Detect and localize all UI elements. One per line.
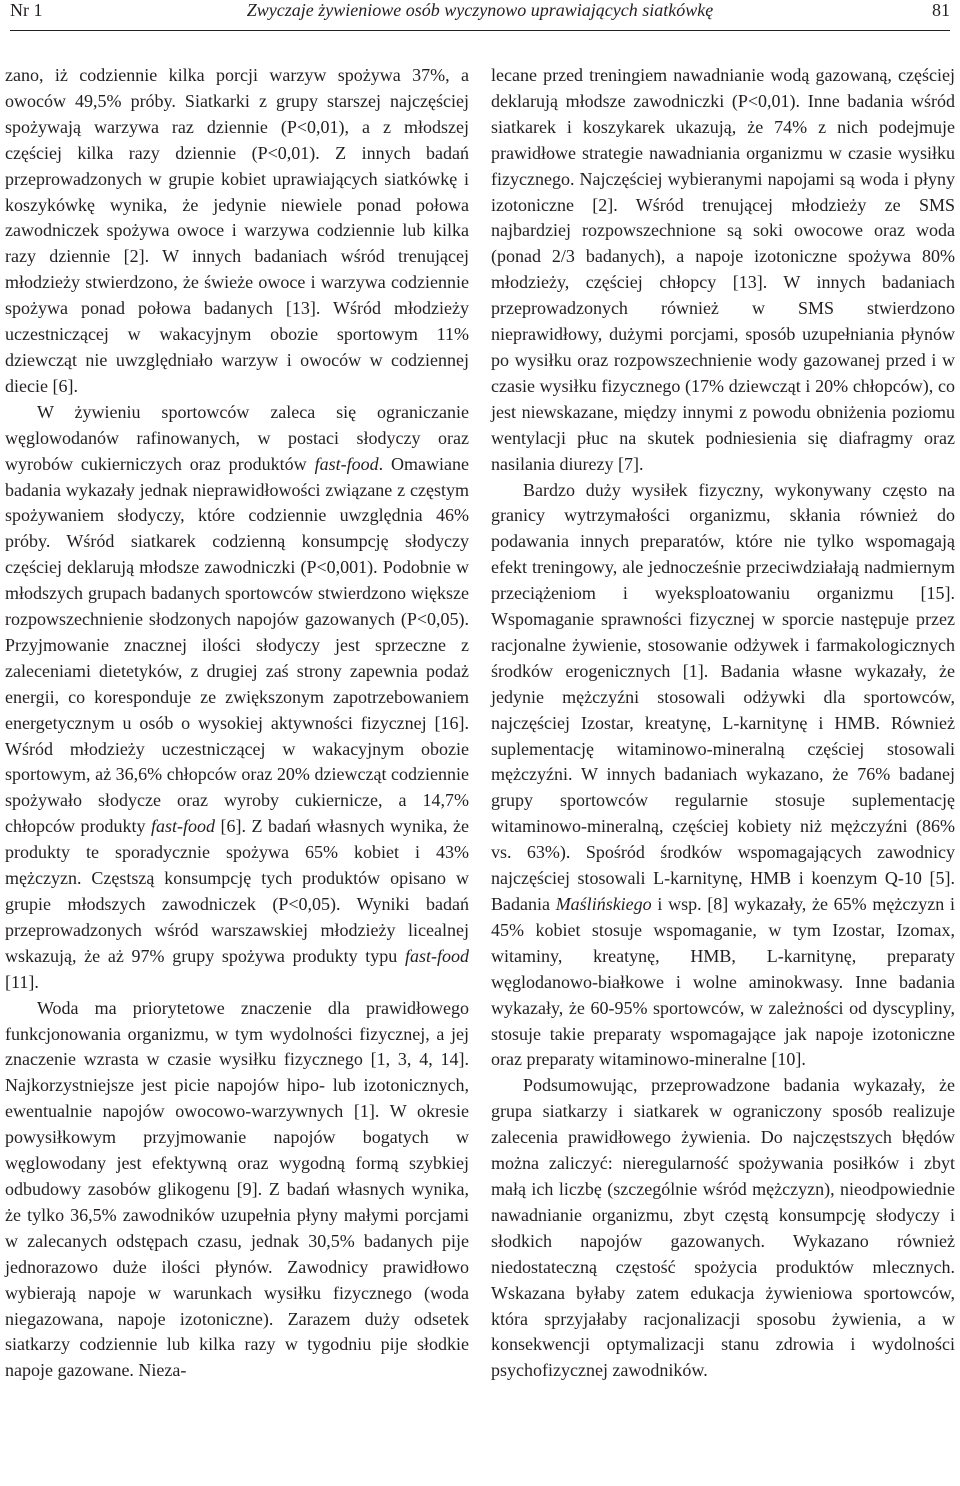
paragraph-text: W żywieniu sportowców zaleca się ograniczanie węglowodanów rafinowanych, w postaci słodyczy oraz wyrobów cukierniczych oraz produktów bbox=[5, 401, 469, 474]
paragraph-hydration: lecane przed treningiem nawadnianie wodą gazowaną, częściej deklarują młodsze zawodniczki (P<0,01). Inne badania wśród siatkarek i koszykarek ukazują, że 74% z nich podejmuje prawidłowe strategie nawadniania organizmu w czasie wysiłku fizycznego. Najczęściej wybieranymi napojami są woda i płyny izotoniczne [2]. Wśród trenującej młodzieży ze SMS najbardziej rozpowszechnione są soki owocowe oraz woda (ponad 2/3 badanych), a napoje izotoniczne spożywa 80% młodzieży, częściej chłopcy [13]. W innych badaniach przeprowadzonych również w SMS stwierdzono nieprawidłowy, dużymi porcjami, sposób uzupełniania płynów po wysiłku oraz rozpowszechnienie wody gazowanej przed i w czasie wysiłku fizycznego (17% dziewcząt i 20% chłopców), co jest niewskazane, między innymi z powodu obniżenia poziomu wentylacji płuc na skutek podniesienia się diafragmy oraz nasilania diurezy [7]. bbox=[491, 65, 955, 474]
paragraph-water: Woda ma priorytetowe znaczenie dla prawidłowego funkcjonowania organizmu, w tym wydolności fizycznej, a jej znaczenie wzrasta w czasie wysiłku fizycznego [1, 3, 4, 14]. Najkorzystniejsze jest picie napojów hipo- lub izotonicznych, ewentualnie napojów owocowo-warzywnych [1]. W okresie powysiłkowym przyjmowanie napojów bogatych w węglowodany jest efektywną oraz wygodną formą szybkiej odbudowy zasobów glikogenu [9]. Z badań własnych wynika, że tylko 36,5% zawodników uzupełnia płyny małymi porcjami w zalecanych odstępach czasu, jednak 30,5% badanych pije jednorazowo duże ilości płynów. Zawodnicy prawidłowo wybierają napoje w warunkach wysiłku fizycznego (woda niegazowana, napoje izotoniczne). Zarazem duży odsetek siatkarzy codziennie lub kilka razy w tygodniu pije słodkie napoje gazowane. Nieza- bbox=[5, 997, 469, 1381]
paragraph-sweets bbox=[5, 400, 469, 996]
paragraph-text: [11]. bbox=[5, 971, 39, 992]
paragraph-summary: Podsumowując, przeprowadzone badania wykazały, że grupa siatkarzy i siatkarek w ograniczony sposób realizuje zalecenia prawidłowego żywienia. Do najczęstszych błędów można zaliczyć: nieregularność spożywania posiłków i zbyt małą ich liczbę (szczególnie wśród mężczyzn), nieodpowiednie nawadnianie organizmu, zbyt częstą konsumpcję słodyczy i słodkich napojów gazowanych. Wykazano również niedostateczną częstość spożycia produktów mlecznych. Wskazana byłaby zatem edukacja żywieniowa sportowców, która sprzyjałaby racjonalizacji sposobu żywienia, a w konsekwencji optymalizacji stanu zdrowia i wydolności psychofizycznej zawodników. bbox=[491, 1075, 955, 1381]
running-header bbox=[10, 0, 950, 31]
italic-term: fast-food bbox=[404, 945, 469, 966]
left-column bbox=[5, 63, 469, 1384]
italic-term: fast-food bbox=[314, 453, 379, 474]
paragraph-text: i wsp. [8] wykazały, że 65% mężczyzn i 45% kobiet stosuje wspomaganie, w tym Izostar, Izomax, witaminy, kreatynę, HMB, L-karnitynę, preparaty węglodanowo-białkowe i wolne aminokwasy. Inne badania wykazały, że 60-95% sportowców, w zależności od dyscypliny, stosuje takie preparaty wspomagające jak napoje izotoniczne oraz preparaty witaminowo-mineralne [10]. bbox=[491, 894, 955, 1070]
paragraph-text: [6]. Z badań własnych wynika, że produkty te sporadycznie spożywa 65% kobiet i 43% mężczyzn. Częstszą konsumpcję tych produktów opisano w grupie młodszych zawodniczek (P<0,05). Wyniki badań przeprowadzonych wśród warszawskiej młodzieży licealnej wskazują, że aż 97% grupy spożywa produkty typu bbox=[5, 816, 469, 966]
page-number: 81 bbox=[932, 0, 950, 20]
paragraph-text: Bardzo duży wysiłek fizyczny, wykonywany często na granicy wytrzymałości organizmu, skłania również do podawania innych preparatów, które nie tylko wspomagają efekt treningowy, ale jednocześnie przeciwdziałają nadmiernym przeciążeniom i wyeksploatowaniu organizmu [15]. Wspomaganie sprawności fizycznej w sporcie następuje przez racjonalne żywienie, stosowanie odżywek i farmakologicznych środków erogenicznych [1]. Badania własne wykazały, że jedynie mężczyźni stosowali odżywki dla sportowców, najczęściej Izostar, kreatynę, L-karnitynę i HMB. Również suplementację witaminowo-mineralną częściej stosowali mężczyźni. W innych badaniach wykazano, że 76% badanej grupy sportowców regularnie stosuje suplementację witaminowo-mineralną, częściej kobiety niż mężczyźni (86% vs. 63%). Spośród środków wspomagających zawodnicy najczęściej stosowali L-karnitynę, HMB i koenzym Q-10 [5]. Badania bbox=[491, 479, 955, 914]
italic-author: Maślińskiego bbox=[555, 894, 652, 914]
issue-number: Nr 1 bbox=[10, 0, 43, 20]
paragraph-supplements bbox=[491, 478, 955, 1074]
paragraph-fruit-vegetables: zano, iż codziennie kilka porcji warzyw spożywa 37%, a owoców 49,5% próby. Siatkarki z grupy starszej najczęściej spożywają warzywa raz dziennie (P<0,01), a z młodszej częściej kilka razy dziennie (P<0,01). Z innych badań przeprowadzonych w grupie kobiet uprawiających siatkówkę i koszykówkę wynika, że jedynie niewiele ponad połowa zawodniczek spożywa owoce i warzywa codziennie lub kilka razy dziennie [2]. W innych badaniach wśród trenującej młodzieży stwierdzono, że świeże owoce i warzywa codziennie spożywa ponad połowa badanych [13]. Wśród młodzieży uczestniczącej w wakacyjnym obozie sportowym 11% dziewcząt nie uwzględniało warzyw i owoców w codziennej diecie [6]. bbox=[5, 65, 469, 396]
italic-term: fast-food bbox=[151, 816, 216, 837]
right-column bbox=[491, 63, 955, 1384]
paragraph-text: . Omawiane badania wykazały jednak nieprawidłowości związane z częstym spożywaniem słodyczy, które codziennie uwzględnia 46% próby. Wśród siatkarek codzienną konsumpcję słodyczy częściej deklarują młodsze zawodniczki (P<0,001). Podobnie w młodszych grupach badanych sportowców stwierdzono większe rozpowszechnienie słodzonych napojów gazowanych (P<0,05). Przyjmowanie znacznej ilości słodyczy jest sprzeczne z zaleceniami dietetyków, z drugiej zaś strony zapewnia podaż energii, co koresponduje ze zwiększonym zapotrzebowaniem energetycznym u osób o wysokiej aktywności fizycznej [16]. Wśród młodzieży uczestniczącej w wakacyjnym obozie sportowym, aż 36,6% chłopców oraz 20% dziewcząt codziennie spożywało słodycze oraz wyroby cukiernicze, a 14,7% chłopców produkty bbox=[5, 453, 469, 837]
running-title: Zwyczaje żywieniowe osób wyczynowo uprawiających siatkówkę bbox=[246, 0, 714, 20]
